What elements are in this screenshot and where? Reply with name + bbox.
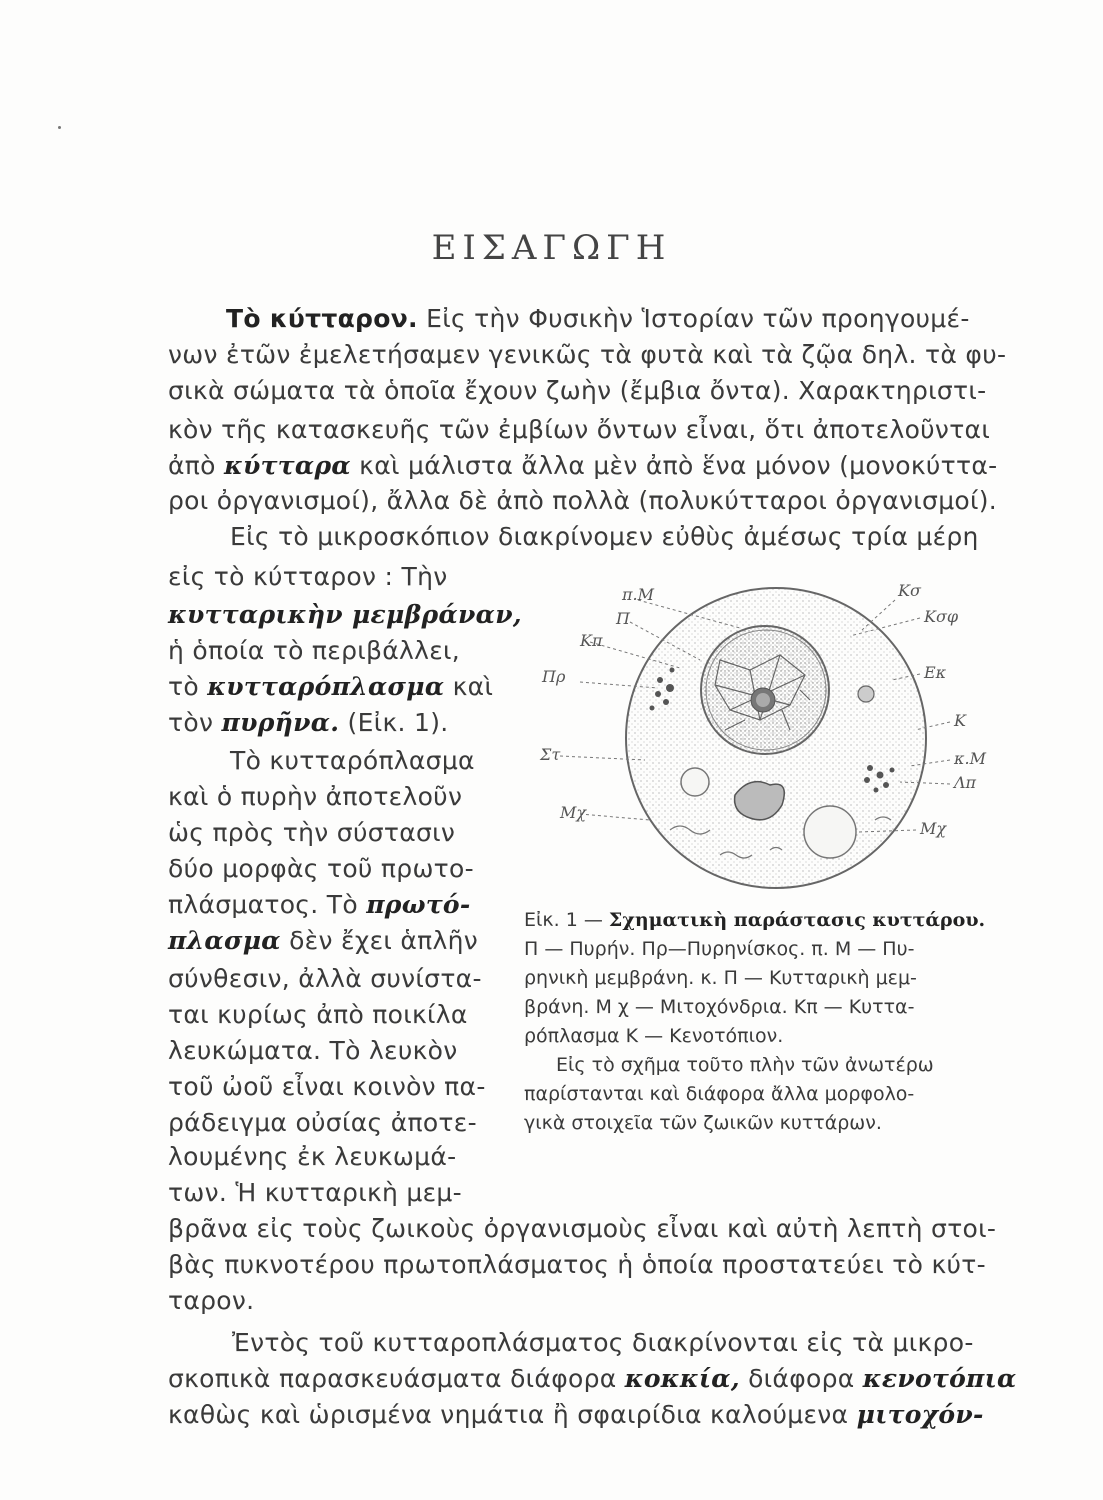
label-Lp: Λπ <box>954 773 977 792</box>
para3-wrap5: πλάσματος. Τὸ πρωτό- <box>168 890 471 919</box>
italic-term: πλασμα <box>168 926 281 955</box>
para3-wrap6: πλασμα δὲν ἔχει ἁπλῆν <box>168 926 479 955</box>
label-St: Στ <box>540 745 561 764</box>
para1-line1: Τὸ κύτταρον. Εἰς τὴν Φυσικὴν Ἱστορίαν τῶν προηγουμέ- <box>226 304 970 333</box>
caption-line2: Π — Πυρήν. Πρ—Πυρηνίσκος. π. Μ — Πυ- <box>524 938 915 960</box>
para3-wrap9: λευκώματα. Τὸ λευκὸν <box>168 1036 458 1065</box>
label-Pi: Π <box>616 609 630 628</box>
para2-wrap1: εἰς τὸ κύτταρον : Τὴν <box>168 562 448 591</box>
italic-term: κυτταρόπλασμα <box>207 672 445 701</box>
para4-line1: Ἐντὸς τοῦ κυτταροπλάσματος διακρίνονται εἰς τὰ μικρο- <box>232 1328 974 1357</box>
label-Kp: Κπ <box>580 631 603 650</box>
vacuole <box>681 768 709 796</box>
italic-term: πρωτό- <box>366 890 471 919</box>
label-Pr: Πρ <box>542 667 566 686</box>
label-K: Κ <box>954 711 966 730</box>
para3-wrap11: ράδειγμα οὐσίας ἀποτε- <box>168 1108 477 1137</box>
caption-line5: ρόπλασμα Κ — Κενοτόπιον. <box>524 1025 784 1047</box>
para1-line6: ροι ὀργανισμοί), ἄλλα δὲ ἀπὸ πολλὰ (πολυκύτταροι ὀργανισμοί). <box>168 486 998 515</box>
italic-term: μιτοχόν- <box>856 1400 984 1429</box>
label-kM: κ.Μ <box>954 749 986 768</box>
print-speck <box>58 126 61 129</box>
para3-wrap10: τοῦ ὠοῦ εἶναι κοινὸν πα- <box>168 1072 486 1101</box>
italic-term: κοκκία, <box>624 1364 740 1393</box>
italic-term: κυτταρικὴν μεμβράναν, <box>168 600 522 629</box>
caption-line7: παρίστανται καὶ διάφορα ἄλλα μορφολο- <box>524 1083 915 1105</box>
para3-line14: βρᾶνα εἰς τοὺς ζωικοὺς ὀργανισμοὺς εἶναι καὶ αὐτὴ λεπτὴ στοι- <box>168 1214 997 1243</box>
label-Mx: Μχ <box>560 803 587 822</box>
para2-wrap5: τὸν πυρῆνα. (Εἰκ. 1). <box>168 708 449 737</box>
caption-line3: ρηνικὴ μεμβράνη. κ. Π — Κυτταρικὴ μεμ- <box>524 967 917 989</box>
para2-wrap3: ἡ ὁποία τὸ περιβάλλει, <box>168 636 461 665</box>
italic-term: κενοτόπια <box>862 1364 1017 1393</box>
small-body <box>858 686 874 702</box>
para2-line1: Εἰς τὸ μικροσκόπιον διακρίνομεν εὐθὺς ἀμέσως τρία μέρη <box>230 522 979 551</box>
caption-line8: γικὰ στοιχεῖα τῶν ζωικῶν κυττάρων. <box>524 1112 882 1134</box>
para3-wrap4: δύο μορφὰς τοῦ πρωτο- <box>168 854 474 883</box>
italic-term: πυρῆνα. <box>221 708 340 737</box>
para1-line3: σικὰ σώματα τὰ ὁποῖα ἔχουν ζωὴν (ἔμβια ὄντα). Χαρακτηριστι- <box>168 376 987 405</box>
caption-line1: Εἰκ. 1 — Σχηματικὴ παράστασις κυττάρου. <box>524 909 986 931</box>
para4-line2: σκοπικὰ παρασκευάσματα διάφορα κοκκία, διάφορα κενοτόπια <box>168 1364 1017 1393</box>
para3-wrap12: λουμένης ἐκ λευκωμά- <box>168 1142 457 1171</box>
cell-diagram <box>520 570 1020 900</box>
label-pM: π.Μ <box>622 585 654 604</box>
caption-line4: βράνη. Μ χ — Μιτοχόνδρια. Κπ — Κυττα- <box>524 996 915 1018</box>
caption-line6: Εἰς τὸ σχῆμα τοῦτο πλὴν τῶν ἀνωτέρω <box>556 1054 934 1076</box>
bold-term: Τὸ κύτταρον. <box>226 304 418 333</box>
para1-line2: νων ἐτῶν ἐμελετήσαμεν γενικῶς τὰ φυτὰ καὶ τὰ ζῷα δηλ. τὰ φυ- <box>168 340 1007 369</box>
para1-line4: κὸν τῆς κατασκευῆς τῶν ἐμβίων ὄντων εἶναι, ὅτι ἀποτελοῦνται <box>168 415 991 444</box>
para3-wrap13: των. Ἡ κυτταρικὴ μεμ- <box>168 1178 462 1207</box>
para3-wrap8: ται κυρίως ἀπὸ ποικίλα <box>168 1000 468 1029</box>
para2-wrap2 <box>168 598 522 632</box>
italic-term: κύτταρα <box>223 451 351 480</box>
para3-wrap3: ὡς πρὸς τὴν σύστασιν <box>168 818 456 847</box>
label-Mx2: Μχ <box>920 819 947 838</box>
para2-wrap4: τὸ κυτταρόπλασμα καὶ <box>168 672 494 701</box>
label-Ksf: Κσφ <box>924 607 959 626</box>
para3-line16: ταρον. <box>168 1286 255 1315</box>
chapter-heading: ΕΙΣΑΓΩΓΗ <box>431 228 672 268</box>
para3-wrap1: Τὸ κυτταρόπλασμα <box>230 746 475 775</box>
para3-line15: βὰς πυκνοτέρου πρωτοπλάσματος ἡ ὁποία προστατεύει τὸ κύτ- <box>168 1250 986 1279</box>
label-Ks: Κσ <box>898 581 921 600</box>
caption-title: Σχηματικὴ παράστασις κυττάρου. <box>608 909 986 931</box>
vacuole-large <box>804 806 856 858</box>
para3-wrap7: σύνθεσιν, ἀλλὰ συνίστα- <box>168 964 482 993</box>
para3-wrap2: καὶ ὁ πυρὴν ἀποτελοῦν <box>168 782 463 811</box>
para4-line3: καθὼς καὶ ὡρισμένα νημάτια ἢ σφαιρίδια καλούμενα μιτοχόν- <box>168 1400 984 1429</box>
label-Ek: Εκ <box>924 663 947 682</box>
para1-line5: ἀπὸ κύτταρα καὶ μάλιστα ἄλλα μὲν ἀπὸ ἕνα μόνον (μονοκύττα- <box>168 451 998 480</box>
